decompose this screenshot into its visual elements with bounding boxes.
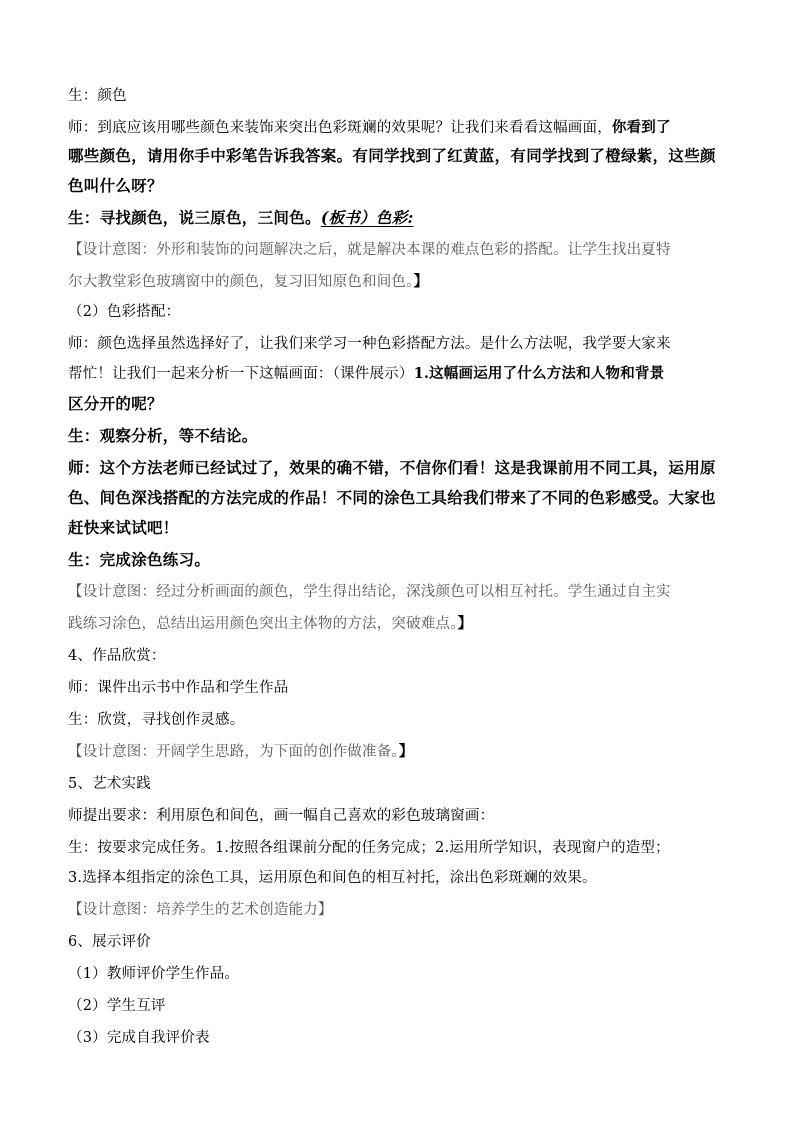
paragraph: [68, 394, 163, 414]
text: 【设计意图：经过分析画面的颜色，学生得出结论，深浅颜色可以相互衬托。学生通过自主实: [68, 584, 671, 600]
paragraph: [68, 118, 671, 138]
paragraph: [68, 868, 597, 888]
bracket: 】: [457, 615, 473, 632]
bracket: 】: [398, 743, 414, 760]
section-heading: [68, 932, 151, 952]
text: （3）完成自我评价表: [68, 1030, 210, 1046]
paragraph: [68, 146, 716, 166]
design-intent-cont: [68, 272, 428, 292]
text-bold: 你看到了: [611, 119, 671, 136]
text: 师：这个方法老师已经试过了，效果的确不错，不信你们看！这是我课前用不同工具，运用原: [68, 458, 716, 477]
text: 生：颜色: [68, 88, 127, 104]
text: 生：寻找颜色，说三原色，三间色。: [68, 208, 321, 227]
text-bold: 1.这幅画运用了什么方法和人物和背景: [413, 365, 665, 382]
text: 区分开的呢？: [68, 394, 163, 413]
paragraph: [68, 458, 716, 478]
text: 【设计意图：培养学生的艺术创造能力】: [68, 902, 333, 918]
text: 师：课件出示书中作品和学生作品: [68, 680, 289, 696]
text: 生：欣赏，寻找创作灵感。: [68, 712, 245, 728]
paragraph: [68, 334, 671, 354]
paragraph: [68, 550, 210, 570]
text: 色叫什么呀？: [68, 176, 163, 195]
text: 生：按要求完成任务。1.按照各组课前分配的任务完成；2.运用所学知识，表现窗户的造型；: [68, 840, 670, 856]
text: 哪些颜色，请用你手中彩笔告诉我答案。有同学找到了红黄蓝，有同学找到了橙绿紫，这些颜: [68, 146, 716, 165]
paragraph: [68, 208, 413, 228]
section-heading: [68, 774, 151, 794]
text: （1）教师评价学生作品。: [68, 966, 240, 982]
section-heading: [68, 646, 166, 666]
design-intent: [68, 742, 414, 762]
paragraph: [68, 426, 258, 446]
design-intent: [68, 900, 333, 920]
paragraph: [68, 518, 179, 538]
text: 赶快来试试吧！: [68, 518, 179, 537]
text: 尔大教堂彩色玻璃窗中的颜色，复习旧知原色和间色。: [68, 274, 414, 290]
paragraph: [68, 806, 494, 826]
text: 帮忙！让我们一起来分析一下这幅画面：（课件展示）: [68, 366, 414, 382]
paragraph: [68, 86, 127, 106]
paragraph: [68, 678, 289, 698]
text: 5、艺术实践: [68, 776, 151, 792]
design-intent: [68, 240, 671, 260]
list-item: [68, 1028, 210, 1048]
design-intent-cont: [68, 614, 472, 634]
text: 色、间色深浅搭配的方法完成的作品！不同的涂色工具给我们带来了不同的色彩感受。大家也: [68, 488, 716, 507]
text: 【设计意图：外形和装饰的问题解决之后，就是解决本课的难点色彩的搭配。让学生找出夏特: [68, 242, 671, 258]
board-note: (板书）色彩:: [320, 208, 414, 227]
text: 师：到底应该用哪些颜色来装饰来突出色彩斑斓的效果呢？让我们来看看这幅画面，: [68, 120, 612, 136]
text: （2）学生互评: [68, 998, 166, 1014]
paragraph: [68, 176, 163, 196]
text: 【设计意图：开阔学生思路，为下面的创作做准备。: [68, 744, 399, 760]
text: 践练习涂色，总结出运用颜色突出主体物的方法，突破难点。: [68, 616, 458, 632]
paragraph: [68, 364, 664, 384]
section-heading: [68, 302, 180, 322]
paragraph: [68, 488, 716, 508]
text: 师：颜色选择虽然选择好了，让我们来学习一种色彩搭配方法。是什么方法呢，我学要大家来: [68, 336, 671, 352]
paragraph: [68, 710, 244, 730]
text: （2）色彩搭配：: [68, 304, 181, 320]
text: 3.选择本组指定的涂色工具，运用原色和间色的相互衬托，涂出色彩斑斓的效果。: [68, 870, 597, 886]
bracket: 】: [413, 273, 429, 290]
text: 生：观察分析，等不结论。: [68, 426, 258, 445]
text: 师提出要求：利用原色和间色，画一幅自己喜欢的彩色玻璃窗画：: [68, 808, 495, 824]
design-intent: [68, 582, 671, 602]
list-item: [68, 964, 239, 984]
paragraph: [68, 838, 670, 858]
text: 6、展示评价: [68, 934, 151, 950]
list-item: [68, 996, 166, 1016]
text: 4、作品欣赏：: [68, 648, 166, 664]
text: 生：完成涂色练习。: [68, 550, 211, 569]
